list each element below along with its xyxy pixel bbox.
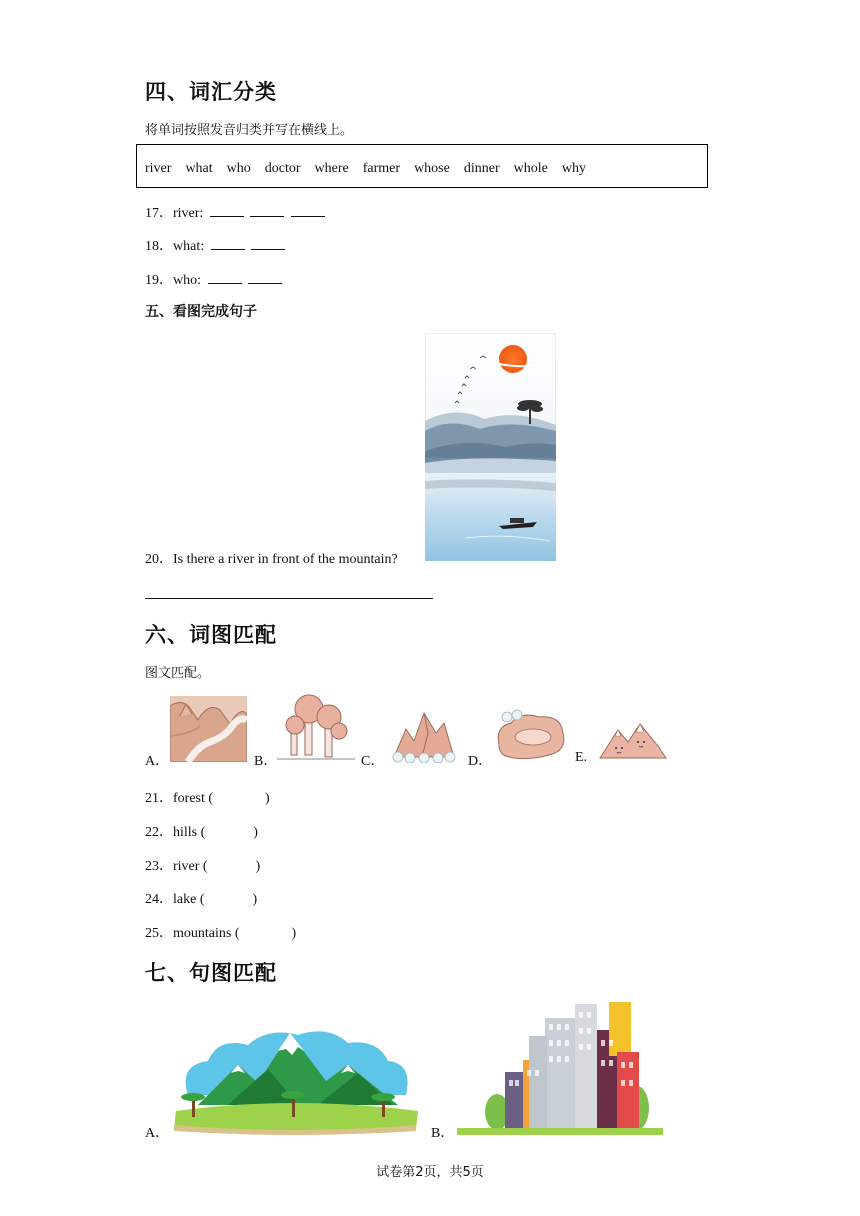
answer-blank[interactable] bbox=[251, 237, 285, 250]
answer-blank[interactable] bbox=[210, 204, 244, 217]
question-25-label: 25．mountains ( bbox=[145, 926, 240, 941]
word-bank-item: river bbox=[145, 161, 172, 176]
option-label-a: A． bbox=[145, 1126, 170, 1141]
option-label-c: C． bbox=[361, 754, 385, 769]
answer-blank[interactable] bbox=[211, 237, 245, 250]
section6-instruction: 图文匹配。 bbox=[145, 666, 211, 681]
word-bank-item: why bbox=[561, 161, 586, 176]
landscape-ink-painting bbox=[425, 333, 556, 561]
option-label-d: D． bbox=[468, 754, 493, 769]
section4-title: 四、词汇分类 bbox=[145, 80, 277, 104]
question-22-label: 22．hills ( bbox=[145, 825, 206, 840]
word-bank-box bbox=[136, 144, 708, 188]
mountains-picture bbox=[596, 718, 670, 762]
word-bank-item: whole bbox=[513, 161, 548, 176]
section6-title: 六、词图匹配 bbox=[145, 623, 277, 647]
option-label-b: B． bbox=[431, 1126, 455, 1141]
word-bank-item: what bbox=[185, 161, 213, 176]
word-bank-item: doctor bbox=[264, 161, 301, 176]
question-22 bbox=[145, 821, 258, 841]
river-valley-picture bbox=[170, 696, 247, 762]
answer-blank[interactable] bbox=[208, 271, 242, 284]
word-bank bbox=[137, 145, 707, 193]
question-20: 20．Is there a river in front of the mountain? bbox=[145, 552, 398, 567]
answer-blank[interactable] bbox=[250, 204, 284, 217]
question-19-label: 19．who: bbox=[145, 273, 201, 288]
word-bank-item: who bbox=[226, 161, 251, 176]
answer-blank[interactable] bbox=[248, 271, 282, 284]
question-21 bbox=[145, 787, 270, 807]
question-24-label: 24．lake ( bbox=[145, 892, 205, 907]
section7-title: 七、句图匹配 bbox=[145, 961, 277, 985]
question-21-label: 21．forest ( bbox=[145, 791, 214, 806]
answer-line[interactable] bbox=[145, 598, 433, 599]
city-buildings-picture bbox=[457, 1000, 663, 1135]
close-paren: ) bbox=[291, 926, 297, 941]
option-label-a: A． bbox=[145, 754, 170, 769]
option-label-b: B． bbox=[254, 754, 278, 769]
close-paren: ) bbox=[252, 892, 258, 907]
question-17-label: 17．river: bbox=[145, 206, 204, 221]
forest-trees-picture bbox=[277, 693, 355, 763]
hills-picture bbox=[384, 703, 462, 763]
close-paren: ) bbox=[265, 791, 270, 806]
close-paren: ) bbox=[253, 825, 258, 840]
mountain-island-picture bbox=[168, 1025, 423, 1135]
question-25 bbox=[145, 922, 296, 942]
question-18-label: 18．what: bbox=[145, 239, 205, 254]
question-17 bbox=[145, 202, 325, 222]
lake-picture bbox=[491, 705, 569, 763]
word-bank-item: where bbox=[314, 161, 349, 176]
question-23 bbox=[145, 855, 260, 875]
question-19 bbox=[145, 269, 282, 289]
word-bank-item: farmer bbox=[362, 161, 401, 176]
word-bank-item: dinner bbox=[463, 161, 500, 176]
section5-title: 五、看图完成句子 bbox=[145, 304, 257, 320]
word-bank-item: whose bbox=[414, 161, 450, 176]
question-24 bbox=[145, 888, 257, 908]
page-footer: 试卷第2页，共5页 bbox=[376, 1165, 484, 1180]
question-18 bbox=[145, 235, 285, 255]
answer-blank[interactable] bbox=[291, 204, 325, 217]
question-23-label: 23．river ( bbox=[145, 859, 208, 874]
close-paren: ) bbox=[255, 859, 261, 874]
option-label-e: E. bbox=[575, 750, 588, 765]
section4-instruction: 将单词按照发音归类并写在横线上。 bbox=[145, 123, 354, 138]
